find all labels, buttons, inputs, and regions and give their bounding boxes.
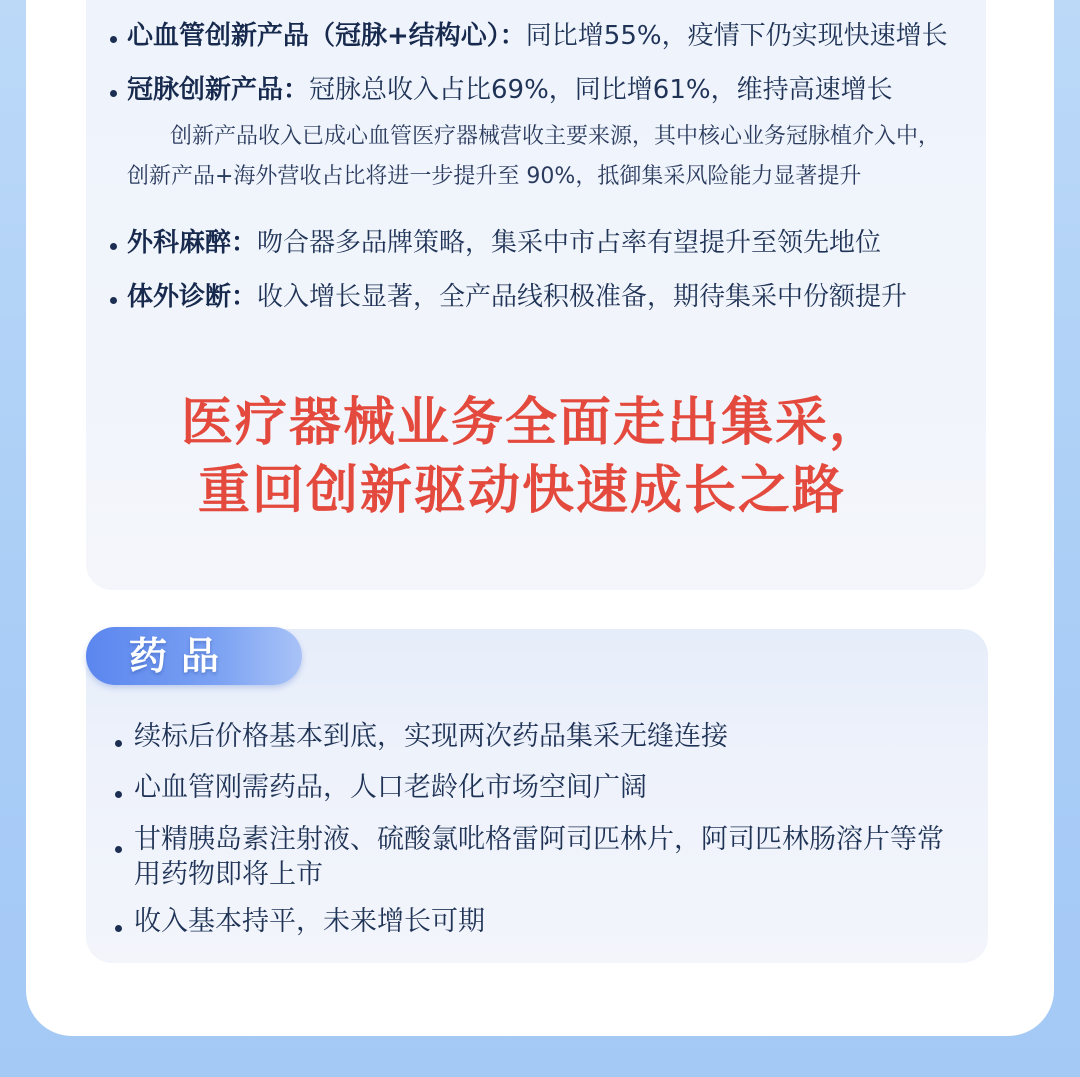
bullet-dot [115, 925, 122, 932]
bullet-text: 收入增长显著，全产品线积极准备，期待集采中份额提升 [257, 282, 908, 312]
drug-item-price: 续标后价格基本到底，实现两次药品集采无缝连接 [134, 721, 728, 752]
slogan-line-1: 医疗器械业务全面走出集采， [180, 393, 883, 453]
drug-item-launch-line-1: 甘精胰岛素注射液、硫酸氯吡格雷阿司匹林片，阿司匹林肠溶片等常 [134, 824, 944, 855]
bullet-dot [110, 297, 117, 304]
bullet-dot [115, 791, 122, 798]
bullet-heading: 冠脉创新产品： [127, 75, 310, 105]
drug-item-launch-line-2: 用药物即将上市 [134, 859, 323, 890]
drug-section-tab [86, 627, 302, 685]
bullet-dot [110, 36, 117, 43]
bullet-heading: 心血管创新产品（冠脉+结构心）： [127, 21, 526, 51]
drug-section-title: 药品 [128, 634, 233, 678]
paragraph-line-2: 创新产品+海外营收占比将进一步提升至 90%，抵御集采风险能力显著提升 [127, 164, 862, 189]
slogan-line-2: 重回创新驱动快速成长之路 [197, 461, 846, 521]
bullet-ivd [127, 281, 907, 313]
bullet-text: 冠脉总收入占比69%，同比增61%，维持高速增长 [309, 75, 893, 105]
bullet-dot [110, 243, 117, 250]
bullet-cardio-innovation [127, 20, 948, 52]
bullet-text: 同比增55%，疫情下仍实现快速增长 [525, 21, 948, 51]
bullet-heading: 外科麻醉： [127, 228, 258, 258]
bullet-dot [115, 740, 122, 747]
bullet-text: 吻合器多品牌策略，集采中市占率有望提升至领先地位 [257, 228, 882, 258]
bullet-heading: 体外诊断： [127, 282, 258, 312]
bullet-coronary-innovation [127, 74, 893, 106]
bullet-surgical-anesthesia [127, 227, 881, 259]
drug-item-cardio: 心血管刚需药品，人口老龄化市场空间广阔 [134, 772, 647, 803]
bullet-dot [115, 846, 122, 853]
paragraph-line-1: 创新产品收入已成心血管医疗器械营收主要来源，其中核心业务冠脉植介入中， [170, 124, 941, 149]
drug-item-revenue: 收入基本持平，未来增长可期 [134, 906, 485, 937]
bullet-dot [110, 90, 117, 97]
